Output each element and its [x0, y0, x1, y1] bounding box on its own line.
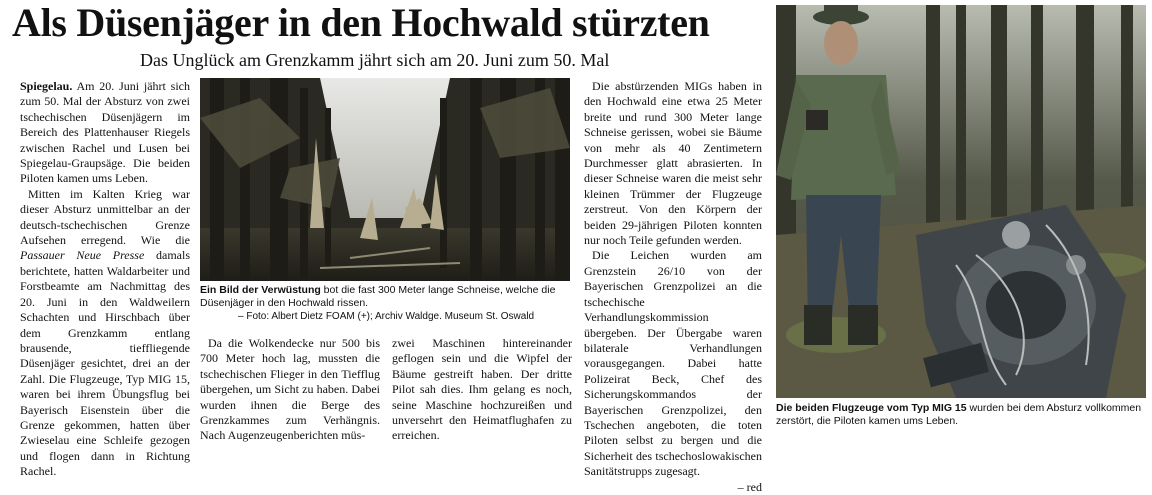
- paragraph-6: Die Leichen wurden am Grenzstein 26/10 von der Bayerischen Grenzpolizei an die tschechische Verhandlungskommission übergeben. Der Übergabe waren bilaterale Verhandlungen vorausgegangen. Dabei hatte Polizeirat Beck, Chef des Sicherungskommandos der Bayerischen Grenzpolizei, den Tschechen angeboten, die toten Piloten selbst zu bergen und die Sicherheit des tschechoslowakischen Sanitätstrupps zugesagt.: [584, 248, 762, 479]
- paragraph-4: zwei Maschinen hintereinander geflogen sein und die Wipfel der Bäume gestreift haben. Der dritte Pilot sah dies. Ihm gelang es noch, seine Maschine hochzureißen und unversehrt den Heimatflughafen zu erreichen.: [392, 336, 572, 443]
- article-column-3: [392, 336, 572, 443]
- headline: Als Düsenjäger in den Hochwald stürzten: [12, 0, 710, 45]
- article-column-4: [584, 79, 762, 494]
- article-column-2: [200, 336, 380, 443]
- photo-1-caption-bold: Ein Bild der Verwüstung: [200, 284, 321, 296]
- paragraph-3: Da die Wolkendecke nur 500 bis 700 Meter hoch lag, mussten die tschechischen Flieger in den Tiefflug übergehen, um Sicht zu haben. Dabei wurden ihnen die Berge des Grenzkammes zum Verhängnis. Nach Augenzeugenberichten müs-: [200, 336, 380, 443]
- photo-credit: – Foto: Albert Dietz FOAM (+); Archiv Waldge. Museum St. Oswald: [238, 311, 535, 322]
- photo-1-caption: [200, 284, 572, 310]
- photo-2-caption-bold: Die beiden Flugzeuge vom Typ MIG 15: [776, 402, 967, 414]
- newspaper-name: Passauer Neue Presse: [20, 248, 145, 263]
- article-column-1: [20, 79, 190, 479]
- dateline: Spiegelau.: [20, 79, 73, 93]
- paragraph-2a: Mitten im Kalten Krieg war dieser Absturz unmittelbar an der deutsch-tschechischen Grenze Aufsehen erregend. Wie die: [20, 186, 190, 248]
- photo-2-caption-text: wurden bei dem Absturz vollkommen zerstört, die Piloten kamen ums Leben.: [776, 402, 1142, 427]
- paragraph-2b: damals berichtete, hatten Waldarbeiter und Forstbeamte am Nachmittag des 20. Juni in den Waldweilern Schachten und Hirschbach über dem Grenzkamm entlang brausende, tieffliegende Düsenjäger gesichtet, drei an der Zahl. Die Flugzeuge, Typ MIG 15, waren bei ihrem Übungsflug bei Bayerisch Eisenstein über die Grenze gekommen, hatten über Zwieselau eine Schleife gezogen und flogen dann in Richtung Rachel.: [20, 248, 190, 479]
- subheadline: Das Unglück am Grenzkamm jährt sich am 20. Juni zum 50. Mal: [140, 50, 610, 70]
- photo-1-caption-text: bot die fast 300 Meter lange Schneise, welche die Düsenjäger in den Hochwald rissen.: [200, 284, 556, 309]
- paragraph-5: Die abstürzenden MIGs haben in den Hochwald eine etwa 25 Meter breite und rund 300 Meter lange Schneise gerissen, wobei sie Bäume von mehr als 40 Zentimetern Durchmesser glatt abrasierten. In dieser Schneise waren die meist sehr kleinen Trümmer der Flugzeuge zerstreut. Von den Körpern der beiden 29-jährigen Piloten konnten nur noch Teile gefunden werden.: [584, 79, 762, 248]
- forest-destruction-photo: [200, 78, 570, 281]
- photo-2-caption: [776, 402, 1148, 428]
- aircraft-wreck-photo: [776, 5, 1146, 398]
- paragraph-1: Am 20. Juni jährt sich zum 50. Mal der Absturz von zwei tschechischen Düsenjägern im Bereich des Plattenhauser Riegels zwischen Rachel und Lusen bei Spiegelau-Graupsäge. Die beiden Piloten kamen ums Leben.: [20, 79, 190, 186]
- author-signature: – red: [737, 479, 762, 494]
